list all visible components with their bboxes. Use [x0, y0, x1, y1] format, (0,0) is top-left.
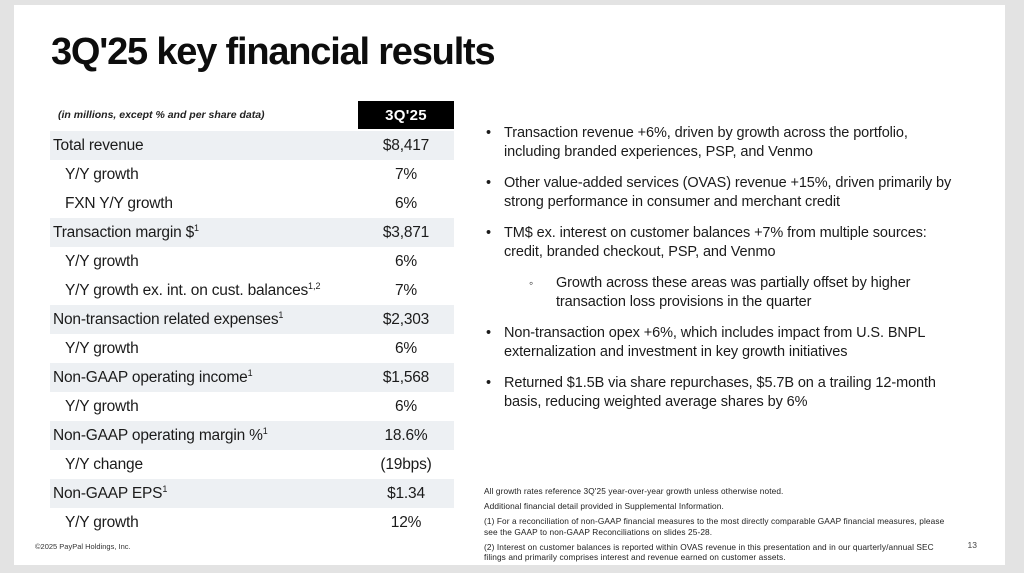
row-value: 18.6% [384, 426, 428, 444]
row-value: 7% [394, 165, 417, 183]
row-value: $1,568 [382, 368, 430, 386]
row-value: 7% [394, 281, 417, 299]
row-value: (19bps) [380, 455, 432, 473]
table-row [50, 421, 454, 450]
row-label: Non-transaction related expenses$^1$ [53, 309, 284, 329]
footnote: All growth rates reference 3Q'25 year-over-year growth unless otherwise noted. [484, 486, 784, 496]
footnote: Additional financial detail provided in Supplemental Information. [484, 501, 724, 511]
copyright: ©2025 PayPal Holdings, Inc. [35, 542, 131, 551]
row-label: Y/Y growth [65, 514, 139, 532]
table-caption: (in millions, except % and per share data) [58, 109, 265, 121]
bullet-text: Non-transaction opex +6%, which includes impact from U.S. BNPL externalization and investment in key growth initiatives [504, 325, 925, 360]
slide-title: 3Q'25 key financial results [51, 31, 495, 73]
row-label: Y/Y growth [65, 166, 139, 184]
table-row [50, 218, 454, 247]
table-row [50, 508, 454, 537]
page-number: 13 [967, 540, 977, 550]
row-value: 6% [394, 397, 417, 415]
row-label: Y/Y growth [65, 340, 139, 358]
bullet-item [484, 224, 952, 262]
bullet-icon: • [486, 125, 491, 141]
row-value: 6% [394, 194, 417, 212]
bullet-item [484, 324, 952, 362]
bullet-icon: • [486, 225, 491, 241]
row-label: Y/Y growth [65, 398, 139, 416]
table-row [50, 276, 454, 305]
bullet-list [484, 124, 952, 424]
footnote: (2) Interest on customer balances is reported within OVAS revenue in this presentation and in our quarterly/annual SEC filings and primarily comprises interest and revenue earned on customer assets. [484, 541, 934, 562]
table-row [50, 363, 454, 392]
bullet-text: Growth across these areas was partially offset by higher transaction loss provisions in the quarter [556, 275, 911, 310]
footnotes [484, 486, 946, 567]
row-label: Transaction margin \$$^1$ [53, 222, 200, 242]
table-row [50, 131, 454, 160]
financial-table [50, 101, 454, 537]
footnote: (1) For a reconciliation of non-GAAP financial measures to the most directly comparable GAAP financial measures, please see the GAAP to non-GAAP Reconciliations on slides 25-28. [484, 516, 945, 537]
row-label: Y/Y growth [65, 253, 139, 271]
sub-bullet-icon: ◦ [529, 276, 534, 290]
bullet-text: TM$ ex. interest on customer balances +7% from multiple sources: credit, branded checkout, PSP, and Venmo [504, 225, 927, 260]
table-row [50, 450, 454, 479]
row-label: Total revenue [53, 137, 144, 155]
bullet-text: Transaction revenue +6%, driven by growth across the portfolio, including branded experiences, PSP, and Venmo [504, 125, 908, 160]
table-row [50, 392, 454, 421]
row-value: 6% [394, 252, 417, 270]
row-value: 6% [394, 339, 417, 357]
bullet-text: Other value-added services (OVAS) revenue +15%, driven primarily by strong performance in consumer and merchant credit [504, 175, 952, 210]
bullet-icon: • [486, 375, 491, 391]
row-value: 12% [390, 513, 422, 531]
table-header-row [50, 101, 454, 129]
financial-table-rows [50, 131, 454, 537]
bullet-item [484, 174, 952, 212]
row-label: Y/Y change [65, 456, 143, 474]
bullet-icon: • [486, 175, 491, 191]
table-row [50, 247, 454, 276]
row-label: Non-GAAP operating income$^1$ [53, 367, 253, 387]
table-row [50, 305, 454, 334]
table-row [50, 189, 454, 218]
row-label: Non-GAAP EPS$^1$ [53, 483, 168, 503]
column-header: 3Q'25 [358, 101, 454, 129]
row-label: FXN Y/Y growth [65, 195, 173, 213]
slide [14, 5, 1005, 565]
row-label: Y/Y growth ex. int. on cust. balances$^{1,2}$ [65, 280, 321, 300]
row-label: Non-GAAP operating margin %$^1$ [53, 425, 268, 445]
bullet-item [484, 374, 952, 412]
sub-bullet-item [526, 274, 952, 312]
row-value: $8,417 [382, 136, 430, 154]
row-value: $2,303 [382, 310, 430, 328]
table-row [50, 479, 454, 508]
bullet-text: Returned $1.5B via share repurchases, $5.7B on a trailing 12-month basis, reducing weighted average shares by 6% [504, 375, 936, 410]
table-row [50, 334, 454, 363]
row-value: $3,871 [382, 223, 430, 241]
bullet-icon: • [486, 325, 491, 341]
table-row [50, 160, 454, 189]
row-value: $1.34 [387, 484, 425, 502]
bullet-item [484, 124, 952, 162]
